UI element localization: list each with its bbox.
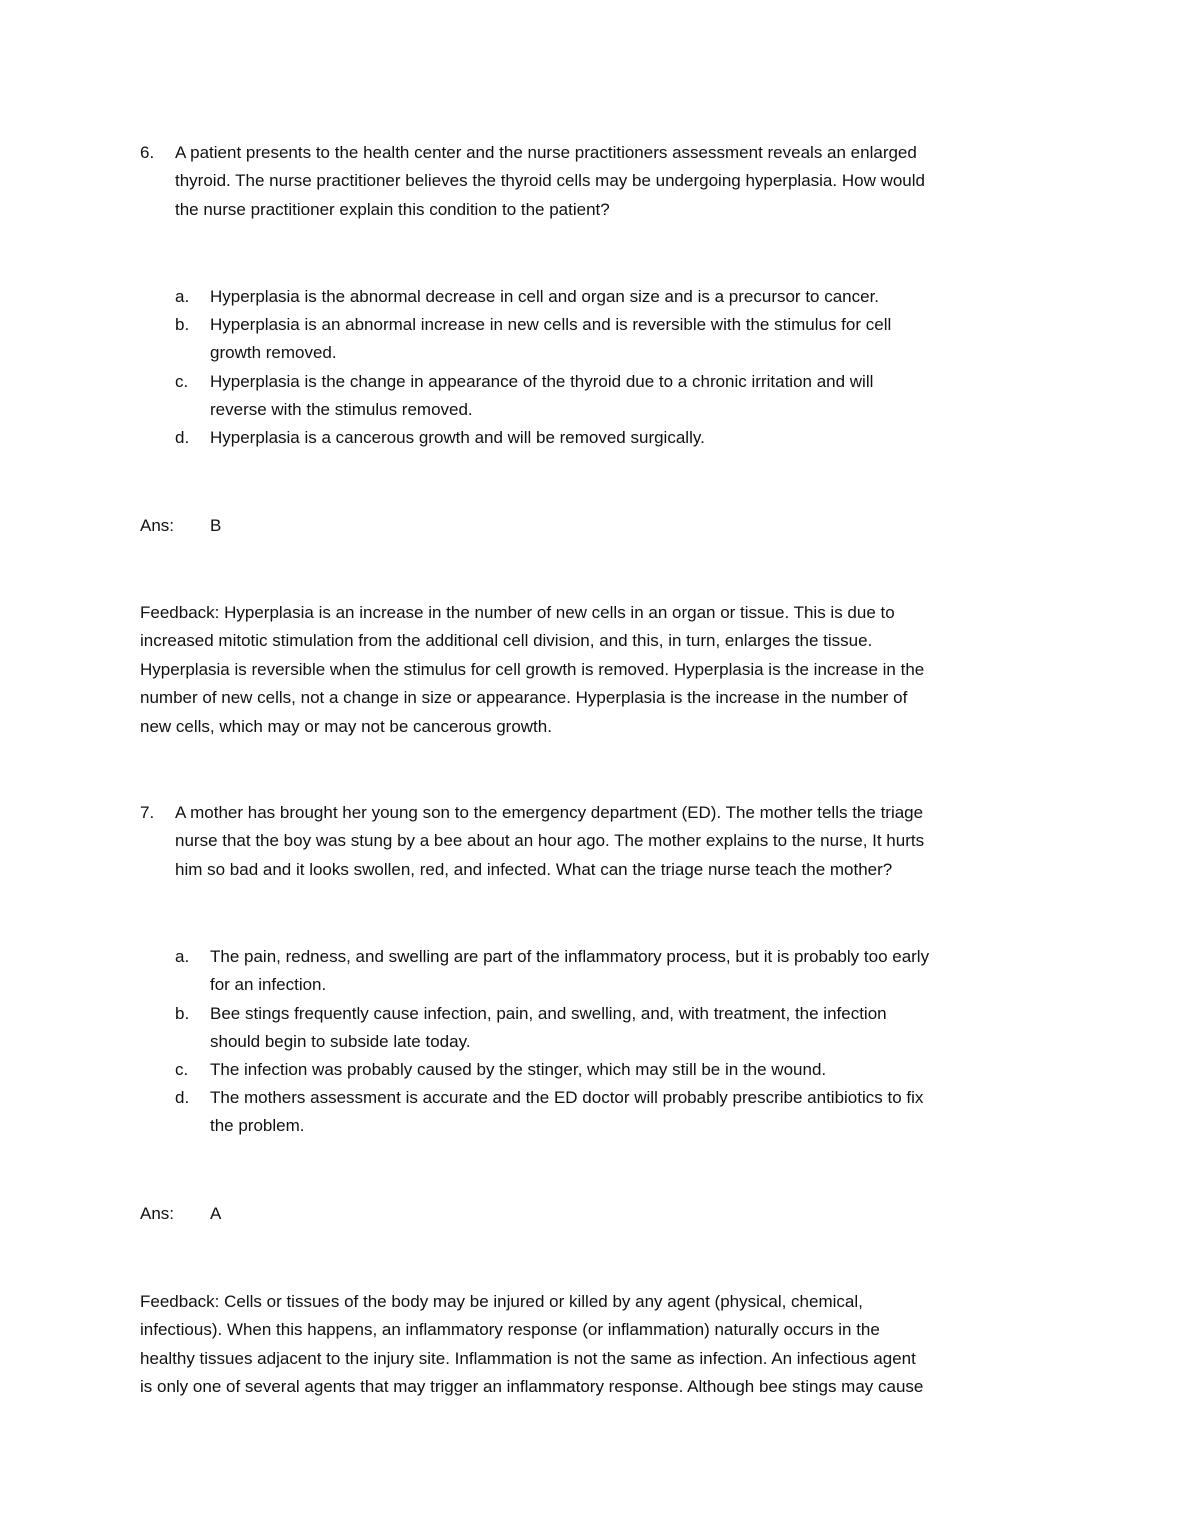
feedback-line: infectious). When this happens, an inflammatory response (or inflammation) naturally occurs in the (140, 1320, 880, 1340)
option-letter: c. (175, 1060, 189, 1079)
feedback (140, 1288, 923, 1402)
stem-line: A mother has brought her young son to the emergency department (ED). The mother tells the triage (175, 803, 924, 822)
answer-label: Ans: (140, 516, 175, 535)
option-line: should begin to subside late today. (210, 1032, 471, 1052)
feedback-line: increased mitotic stimulation from the additional cell division, and this, in turn, enlarges the tissue. (140, 631, 873, 651)
stem-line: A patient presents to the health center and the nurse practitioners assessment reveals an enlarged (175, 143, 917, 162)
option-letter: c. (175, 372, 189, 391)
option-text (210, 311, 891, 368)
option-line: Hyperplasia is an abnormal increase in new cells and is reversible with the stimulus for cell (210, 315, 892, 334)
option-line: Hyperplasia is a cancerous growth and will be removed surgically. (210, 428, 705, 447)
option-text (210, 1056, 826, 1084)
stem-line: nurse that the boy was stung by a bee about an hour ago. The mother explains to the nurse, It hurts (175, 831, 925, 851)
feedback-line: healthy tissues adjacent to the injury site. Inflammation is not the same as infection. An infectious agent (140, 1348, 916, 1368)
option-letter: b. (175, 315, 190, 334)
option-line: growth removed. (210, 343, 337, 363)
feedback-line: number of new cells, not a change in size or appearance. Hyperplasia is the increase in the number of (140, 688, 908, 708)
feedback-line: Hyperplasia is reversible when the stimulus for cell growth is removed. Hyperplasia is the increase in the (140, 659, 925, 679)
question-number: 6. (140, 143, 155, 162)
option-line: The mothers assessment is accurate and the ED doctor will probably prescribe antibiotics to fix (210, 1088, 924, 1107)
option-line: The pain, redness, and swelling are part of the inflammatory process, but it is probably too early (210, 947, 930, 966)
feedback-line: Feedback: Cells or tissues of the body may be injured or killed by any agent (physical, chemical, (140, 1292, 863, 1311)
answer-value: A (210, 1204, 222, 1223)
feedback-line: new cells, which may or may not be cancerous growth. (140, 716, 552, 736)
option-text (210, 1000, 887, 1057)
feedback-line: is only one of several agents that may trigger an inflammatory response. Although bee stings may cause (140, 1377, 924, 1397)
feedback-line: Feedback: Hyperplasia is an increase in the number of new cells in an organ or tissue. This is due to (140, 603, 895, 622)
option-line: for an infection. (210, 975, 327, 995)
option-letter: b. (175, 1004, 190, 1023)
stem-line: him so bad and it looks swollen, red, and infected. What can the triage nurse teach the mother? (175, 859, 893, 879)
option-line: The infection was probably caused by the stinger, which may still be in the wound. (210, 1060, 827, 1079)
answer-label: Ans: (140, 1204, 175, 1223)
question-stem (175, 799, 924, 884)
question-stem (175, 139, 925, 224)
option-line: Hyperplasia is the abnormal decrease in cell and organ size and is a precursor to cancer. (210, 287, 880, 306)
option-line: Hyperplasia is the change in appearance of the thyroid due to a chronic irritation and will (210, 372, 874, 391)
option-text (210, 943, 929, 1000)
stem-line: thyroid. The nurse practitioner believes the thyroid cells may be undergoing hyperplasia. How would (175, 171, 925, 191)
option-text (210, 424, 705, 452)
option-letter: a. (175, 947, 190, 966)
option-letter: d. (175, 428, 190, 447)
option-letter: a. (175, 287, 190, 306)
option-line: Bee stings frequently cause infection, pain, and swelling, and, with treatment, the infection (210, 1004, 887, 1023)
option-line: the problem. (210, 1116, 305, 1136)
option-letter: d. (175, 1088, 190, 1107)
stem-line: the nurse practitioner explain this condition to the patient? (175, 199, 610, 219)
question-number: 7. (140, 803, 155, 822)
option-text (210, 1084, 923, 1141)
option-text (210, 283, 879, 311)
answer-value: B (210, 516, 222, 535)
feedback (140, 599, 924, 741)
option-line: reverse with the stimulus removed. (210, 400, 473, 420)
option-text (210, 368, 873, 425)
